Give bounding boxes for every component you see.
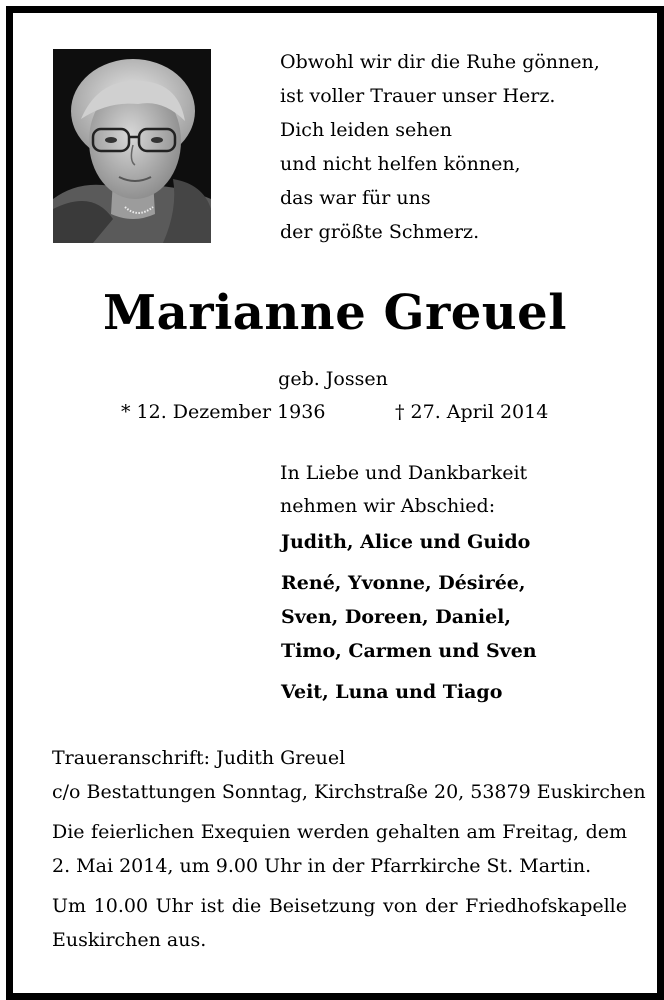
family-group bbox=[281, 525, 537, 559]
death-date: † 27. April 2014 bbox=[395, 401, 549, 423]
poem-line: das war für uns bbox=[280, 187, 431, 209]
poem-line: Dich leiden sehen bbox=[280, 119, 453, 141]
farewell-line: In Liebe und Dankbarkeit bbox=[280, 462, 528, 484]
family-group bbox=[281, 675, 537, 709]
burial-notice: Um 10.00 Uhr ist die Beisetzung von der Friedhofskapelle Euskirchen aus. bbox=[52, 895, 627, 951]
farewell-line: nehmen wir Abschied: bbox=[280, 495, 496, 517]
address-line: Traueranschrift: Judith Greuel bbox=[52, 747, 346, 769]
portrait-photo bbox=[53, 49, 211, 243]
farewell-text bbox=[280, 457, 527, 523]
poem bbox=[280, 45, 600, 249]
family-line: Timo, Carmen und Sven bbox=[281, 640, 537, 662]
poem-line: der größte Schmerz. bbox=[280, 221, 480, 243]
mourning-address bbox=[52, 741, 646, 809]
address-line: c/o Bestattungen Sonntag, Kirchstraße 20, 53879 Euskirchen bbox=[52, 781, 646, 803]
birth-date: * 12. Dezember 1936 bbox=[121, 401, 326, 423]
family-line: René, Yvonne, Désirée, bbox=[281, 572, 526, 594]
poem-line: ist voller Trauer unser Herz. bbox=[280, 85, 556, 107]
family-list bbox=[281, 525, 537, 716]
poem-line: Obwohl wir dir die Ruhe gönnen, bbox=[280, 51, 600, 73]
family-line: Sven, Doreen, Daniel, bbox=[281, 606, 512, 628]
obituary-card bbox=[6, 6, 664, 1000]
birth-name: geb. Jossen bbox=[278, 368, 388, 390]
family-group bbox=[281, 566, 537, 668]
service-notice: Die feierlichen Exequien werden gehalten am Freitag, dem 2. Mai 2014, um 9.00 Uhr in der Pfarrkirche St. Martin. bbox=[52, 821, 627, 877]
deceased-name: Marianne Greuel bbox=[103, 285, 567, 341]
family-line: Judith, Alice und Guido bbox=[281, 531, 531, 553]
poem-line: und nicht helfen können, bbox=[280, 153, 521, 175]
info-section bbox=[52, 741, 646, 963]
family-line: Veit, Luna und Tiago bbox=[281, 681, 503, 703]
